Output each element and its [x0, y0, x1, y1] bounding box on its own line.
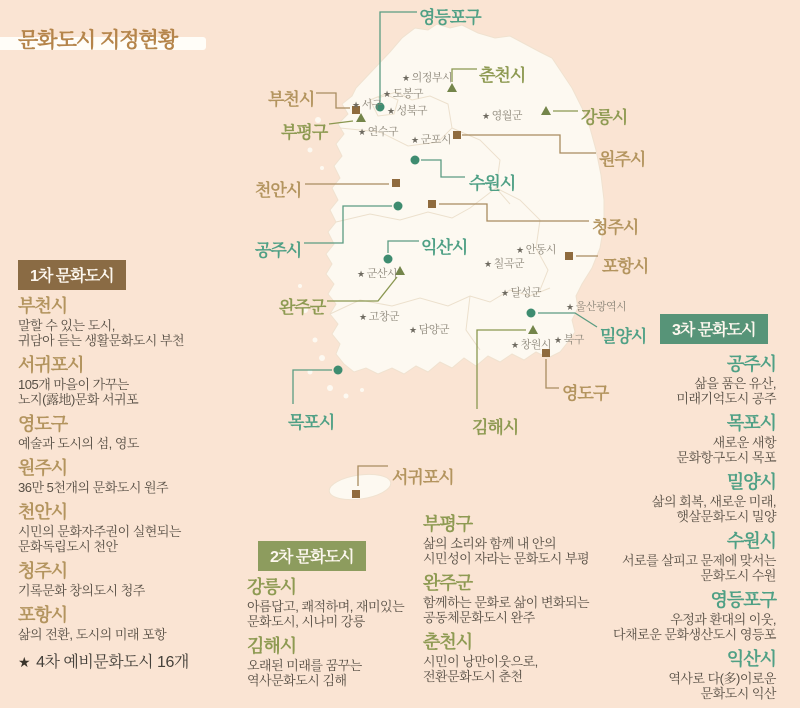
- map-city-label: 밀양시: [600, 327, 647, 346]
- city-desc: 삶의 소리와 함께 내 안의: [423, 536, 557, 551]
- list-entry: [570, 531, 776, 583]
- map-city-label: 영도구: [562, 384, 609, 403]
- star-icon: ★: [554, 335, 562, 345]
- city-desc: 문화독립도시 천안: [18, 539, 118, 554]
- city-name: 영도구: [18, 414, 68, 434]
- dot-marker-icon: [394, 202, 403, 211]
- city-desc: 기록문화 창의도시 청주: [18, 583, 145, 598]
- square-marker-icon: [565, 252, 573, 260]
- jeju-island-shape: [328, 471, 393, 503]
- star-icon: ★: [411, 135, 419, 145]
- star-icon: ★: [516, 245, 524, 255]
- city-name: 포항시: [18, 605, 68, 625]
- city-desc: 삶의 전환, 도시의 미래 포항: [18, 627, 167, 642]
- city-name: 청주시: [18, 561, 68, 581]
- map-city-label: 영등포구: [419, 8, 481, 27]
- round1-list: [18, 296, 243, 649]
- list-entry: [18, 502, 243, 554]
- star-icon: ★: [409, 325, 417, 335]
- city-name: 춘천시: [423, 632, 473, 652]
- map-city-label: 익산시: [421, 238, 468, 257]
- map-small-label: ★ 군산시: [357, 268, 397, 280]
- dot-marker-icon: [334, 366, 343, 375]
- map-small-label: ★ 도봉구: [383, 88, 423, 100]
- preliminary-cities-note: [18, 649, 189, 672]
- map-small-label: ★ 안동시: [516, 244, 556, 256]
- list-entry: [18, 561, 243, 598]
- map-city-label: 청주시: [592, 218, 639, 237]
- map-city-label: 김해시: [472, 418, 519, 437]
- map-small-label: ★ 영월군: [482, 110, 522, 122]
- map-city-label: 춘천시: [479, 66, 526, 85]
- city-desc: 삶을 품은 유산,: [694, 376, 776, 391]
- map-small-label: ★ 울산광역시: [566, 301, 627, 313]
- map-city-label: 강릉시: [581, 108, 628, 127]
- map-city-label: 원주시: [599, 150, 646, 169]
- city-name: 공주시: [726, 354, 776, 374]
- city-name: 목포시: [726, 413, 776, 433]
- section-header-round3: 3차 문화도시: [660, 314, 768, 344]
- star-icon: ★: [359, 312, 367, 322]
- city-desc: 귀담아 듣는 생활문화도시 부천: [18, 333, 185, 348]
- star-icon: ★: [501, 288, 509, 298]
- star-icon: ★: [511, 340, 519, 350]
- list-entry: [18, 414, 243, 451]
- map-small-label: ★ 연수구: [358, 126, 398, 138]
- city-name: 밀양시: [726, 472, 776, 492]
- city-name: 익산시: [726, 649, 776, 669]
- footer-text: 4차 예비문화도시 16개: [36, 654, 189, 671]
- city-name: 부평구: [423, 514, 473, 534]
- city-desc: 문화도시 수원: [700, 568, 776, 583]
- list-entry: [570, 472, 776, 524]
- map-small-label: ★ 서구: [352, 99, 382, 111]
- section-header-round1: 1차 문화도시: [18, 260, 126, 290]
- square-marker-icon: [352, 490, 360, 498]
- list-entry: [570, 590, 776, 642]
- dot-marker-icon: [384, 255, 393, 264]
- map-city-label: 포항시: [602, 257, 649, 276]
- city-desc: 노지(露地)문화 서귀포: [18, 392, 139, 407]
- dot-marker-icon: [411, 156, 420, 165]
- star-icon: ★: [402, 73, 410, 83]
- map-small-label: ★ 군포시: [411, 134, 451, 146]
- star-icon: ★: [352, 100, 360, 110]
- city-desc: 공동체문화도시 완주: [423, 610, 535, 625]
- star-icon: ★: [387, 106, 395, 116]
- city-desc: 시민이 낭만이웃으로,: [423, 654, 538, 669]
- city-desc: 문화항구도시 목포: [676, 450, 776, 465]
- page-title: 문화도시 지정현황: [18, 29, 178, 52]
- city-desc: 삶의 회복, 새로운 미래,: [651, 494, 776, 509]
- city-desc: 미래기억도시 공주: [676, 391, 776, 406]
- city-desc: 함께하는 문화로 삶이 변화되는: [423, 595, 590, 610]
- city-name: 김해시: [247, 636, 297, 656]
- round3-list: [570, 354, 776, 708]
- city-desc: 전환문화도시 춘천: [423, 669, 523, 684]
- list-entry: [247, 577, 427, 629]
- map-small-label: ★ 창원시: [511, 339, 551, 351]
- city-desc: 오래된 미래를 꿈꾸는: [247, 658, 362, 673]
- list-entry: [18, 605, 243, 642]
- city-desc: 역사문화도시 김해: [247, 673, 347, 688]
- city-desc: 우정과 환대의 이웃,: [670, 612, 776, 627]
- city-desc: 말할 수 있는 도시,: [18, 318, 115, 333]
- city-desc: 문화도시, 시나미 강릉: [247, 614, 365, 629]
- map-small-label: ★ 담양군: [409, 324, 449, 336]
- list-entry: [18, 355, 243, 407]
- map-small-label: ★ 고창군: [359, 311, 399, 323]
- square-marker-icon: [453, 131, 461, 139]
- city-name: 서귀포시: [18, 355, 84, 375]
- city-desc: 아름답고, 쾌적하며, 재미있는: [247, 599, 405, 614]
- map-small-label: ★ 성북구: [387, 105, 427, 117]
- section-header-round2: 2차 문화도시: [258, 541, 366, 571]
- star-icon: ★: [482, 111, 490, 121]
- map-small-label: ★ 칠곡군: [484, 258, 524, 270]
- city-name: 완주군: [423, 573, 473, 593]
- list-entry: [247, 636, 427, 688]
- list-entry: [18, 296, 243, 348]
- city-desc: 105개 마을이 가꾸는: [18, 377, 129, 392]
- city-desc: 서로를 살피고 문제에 맞서는: [621, 553, 776, 568]
- dot-marker-icon: [527, 309, 536, 318]
- city-name: 강릉시: [247, 577, 297, 597]
- star-icon: ★: [383, 89, 391, 99]
- city-desc: 예술과 도시의 섬, 영도: [18, 436, 139, 451]
- star-icon: ★: [358, 127, 366, 137]
- city-name: 천안시: [18, 502, 68, 522]
- city-desc: 시민성이 자라는 문화도시 부평: [423, 551, 590, 566]
- map-small-label: ★ 의정부시: [402, 72, 453, 84]
- round2-list-left: [247, 577, 427, 695]
- map-city-label: 부평구: [281, 123, 328, 142]
- map-city-label: 목포시: [288, 413, 335, 432]
- star-icon: ★: [484, 259, 492, 269]
- list-entry: [18, 458, 243, 495]
- square-marker-icon: [392, 179, 400, 187]
- city-desc: 문화도시 익산: [700, 686, 776, 701]
- city-desc: 햇살문화도시 밀양: [676, 509, 776, 524]
- leader-line: [546, 359, 559, 388]
- square-marker-icon: [428, 200, 436, 208]
- star-icon: ★: [566, 302, 574, 312]
- city-name: 부천시: [18, 296, 68, 316]
- map-small-label: ★ 달성군: [501, 287, 541, 299]
- map-small-label: ★ 북구: [554, 334, 584, 346]
- list-entry: [570, 649, 776, 701]
- map-city-label: 완주군: [279, 298, 326, 317]
- star-icon: ★: [357, 269, 365, 279]
- city-desc: 새로운 새항: [712, 435, 776, 450]
- city-desc: 시민의 문화자주권이 실현되는: [18, 524, 181, 539]
- city-name: 원주시: [18, 458, 68, 478]
- map-city-label: 공주시: [255, 241, 302, 260]
- city-name: 영등포구: [710, 590, 776, 610]
- list-entry: [570, 413, 776, 465]
- star-icon: ★: [18, 654, 31, 670]
- city-desc: 역사로 다(多)이로운: [668, 671, 776, 686]
- leader-line: [293, 370, 332, 404]
- map-city-label: 부천시: [268, 90, 315, 109]
- city-desc: 다채로운 문화생산도시 영등포: [613, 627, 776, 642]
- map-city-label: 천안시: [255, 181, 302, 200]
- map-city-label: 수원시: [469, 174, 516, 193]
- city-desc: 36만 5천개의 문화도시 원주: [18, 480, 169, 495]
- map-city-label: 서귀포시: [392, 468, 454, 487]
- city-name: 수원시: [726, 531, 776, 551]
